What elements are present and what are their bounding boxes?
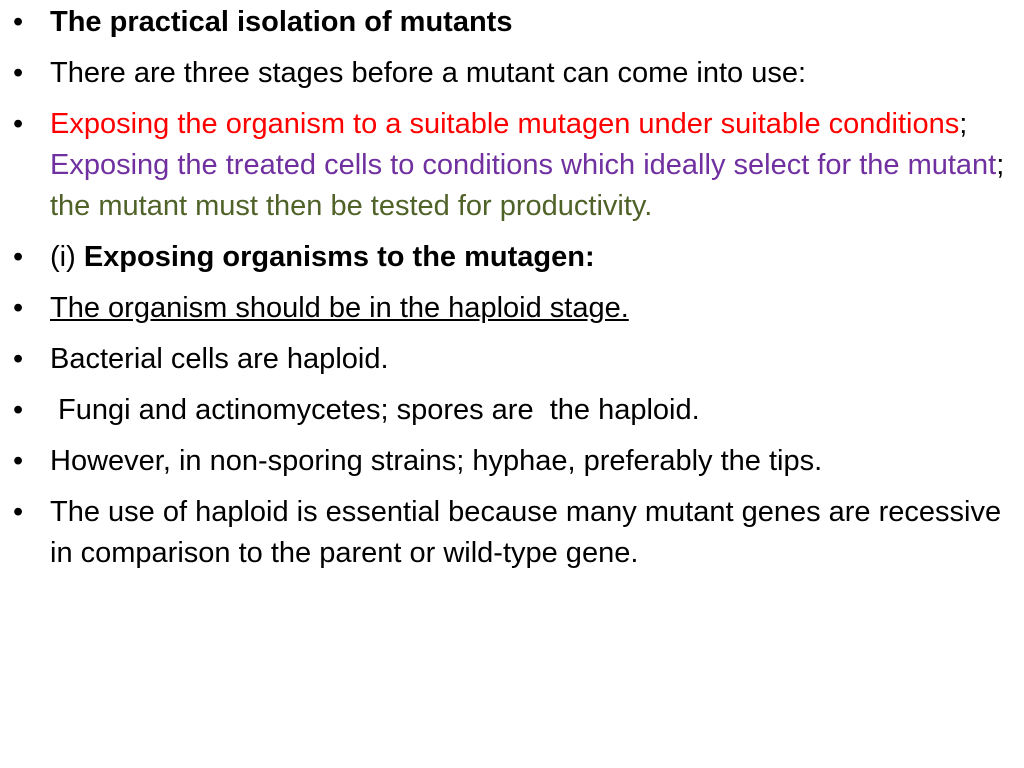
bullet-text: There are three stages before a mutant can come into use: [50, 57, 807, 89]
bullet-fungi [0, 390, 1012, 431]
bullet-non-sporing [0, 441, 1012, 482]
bullet-haploid-stage [0, 288, 1012, 329]
separator: ; [959, 108, 968, 140]
bullet-text: However, in non-sporing strains; hyphae, preferably the tips. [50, 445, 823, 477]
stage-three-text: the mutant must then be tested for productivity. [50, 190, 653, 222]
bullet-list [0, 2, 1012, 584]
bullet-text: The use of haploid is essential because many mutant genes are recessive in comparison to the parent or wild-type gene. [50, 496, 1002, 569]
bullet-subheading [0, 237, 1012, 278]
bullet-text: Fungi and actinomycetes; spores are the haploid. [50, 394, 700, 426]
bullet-text: The organism should be in the haploid stage. [50, 292, 629, 324]
section-title: The practical isolation of mutants [50, 6, 513, 38]
separator: ; [996, 149, 1005, 181]
stage-one-text: Exposing the organism to a suitable mutagen under suitable conditions [50, 108, 960, 140]
bullet-stages-list [0, 104, 1012, 227]
bullet-bacterial [0, 339, 1012, 380]
bullet-haploid-essential [0, 492, 1012, 574]
bullet-title [0, 2, 1012, 43]
subheading-prefix: (i) [50, 241, 84, 273]
bullet-three-stages [0, 53, 1012, 94]
subheading-text: Exposing organisms to the mutagen: [83, 241, 595, 273]
bullet-text: Bacterial cells are haploid. [50, 343, 389, 375]
stage-two-text: Exposing the treated cells to conditions which ideally select for the mutant [50, 149, 997, 181]
